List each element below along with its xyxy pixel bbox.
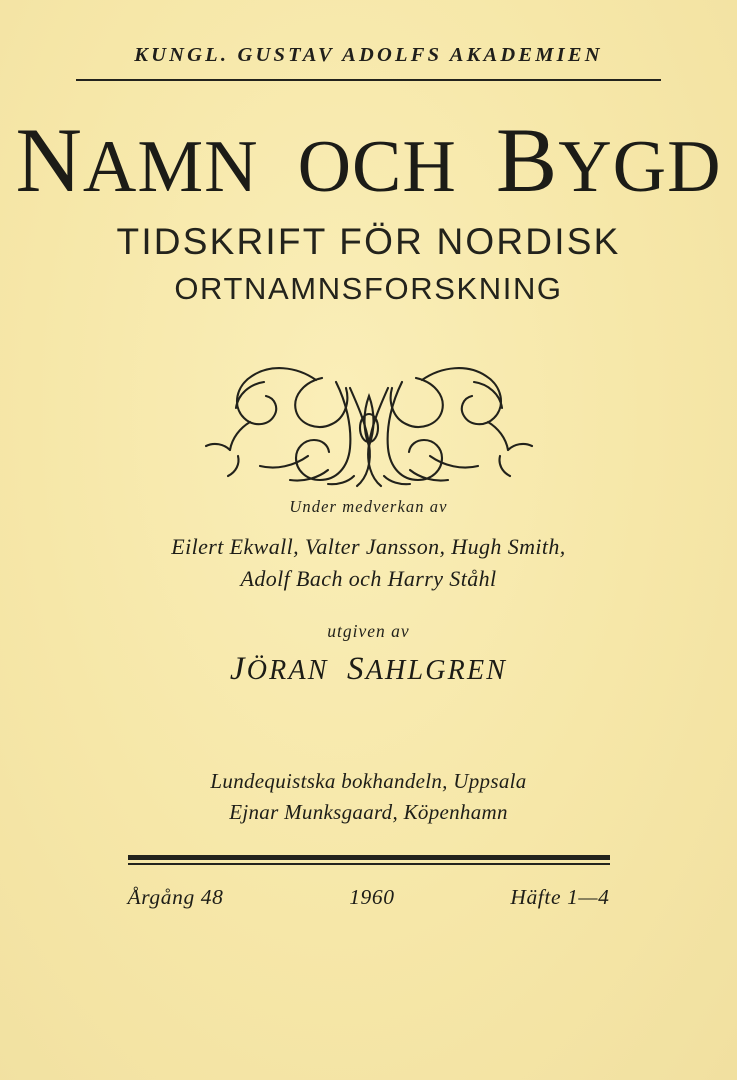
top-divider [76, 79, 661, 81]
editor-lastname: AHLGREN [365, 654, 508, 686]
issue-label: Häfte 1—4 [510, 884, 610, 909]
title-initial-b: B [495, 109, 559, 211]
academy-line: KUNGL. GUSTAV ADOLFS AKADEMIEN [134, 44, 603, 66]
title-word-bygd: YGD [558, 126, 722, 208]
subtitle-line-1: TIDSKRIFT FÖR NORDISK [116, 221, 621, 263]
editor-initial-s: S [347, 650, 366, 687]
volume-label: Årgång 48 [127, 884, 224, 909]
contributors-line-2: Adolf Bach och Harry Ståhl [240, 566, 497, 592]
contributors-line-1: Eilert Ekwall, Valter Jansson, Hugh Smith, [171, 534, 566, 560]
publishers [0, 766, 737, 829]
year-label: 1960 [349, 884, 395, 909]
issue-information [128, 885, 610, 910]
published-by-label: utgiven av [327, 620, 410, 641]
bottom-divider [128, 855, 610, 865]
title-word-namn: AMN [82, 126, 259, 208]
editor-name [0, 651, 737, 688]
publisher-line-1: Lundequistska bokhandeln, Uppsala [210, 768, 527, 793]
title-initial-n: N [15, 109, 83, 211]
editor-initial-j: J [229, 650, 247, 687]
subtitle-line-2: ORTNAMNSFORSKNING [174, 271, 563, 307]
flourish-ornament-icon [0, 333, 737, 493]
title-word-och: OCH [297, 126, 457, 208]
page-title [0, 109, 737, 211]
editor-firstname: ÖRAN [246, 654, 329, 686]
divider-thin-rule [128, 863, 610, 865]
publisher-line-2: Ejnar Munksgaard, Köpenhamn [229, 800, 508, 825]
contributors-label: Under medverkan av [289, 497, 448, 517]
contributors-list [0, 531, 737, 595]
